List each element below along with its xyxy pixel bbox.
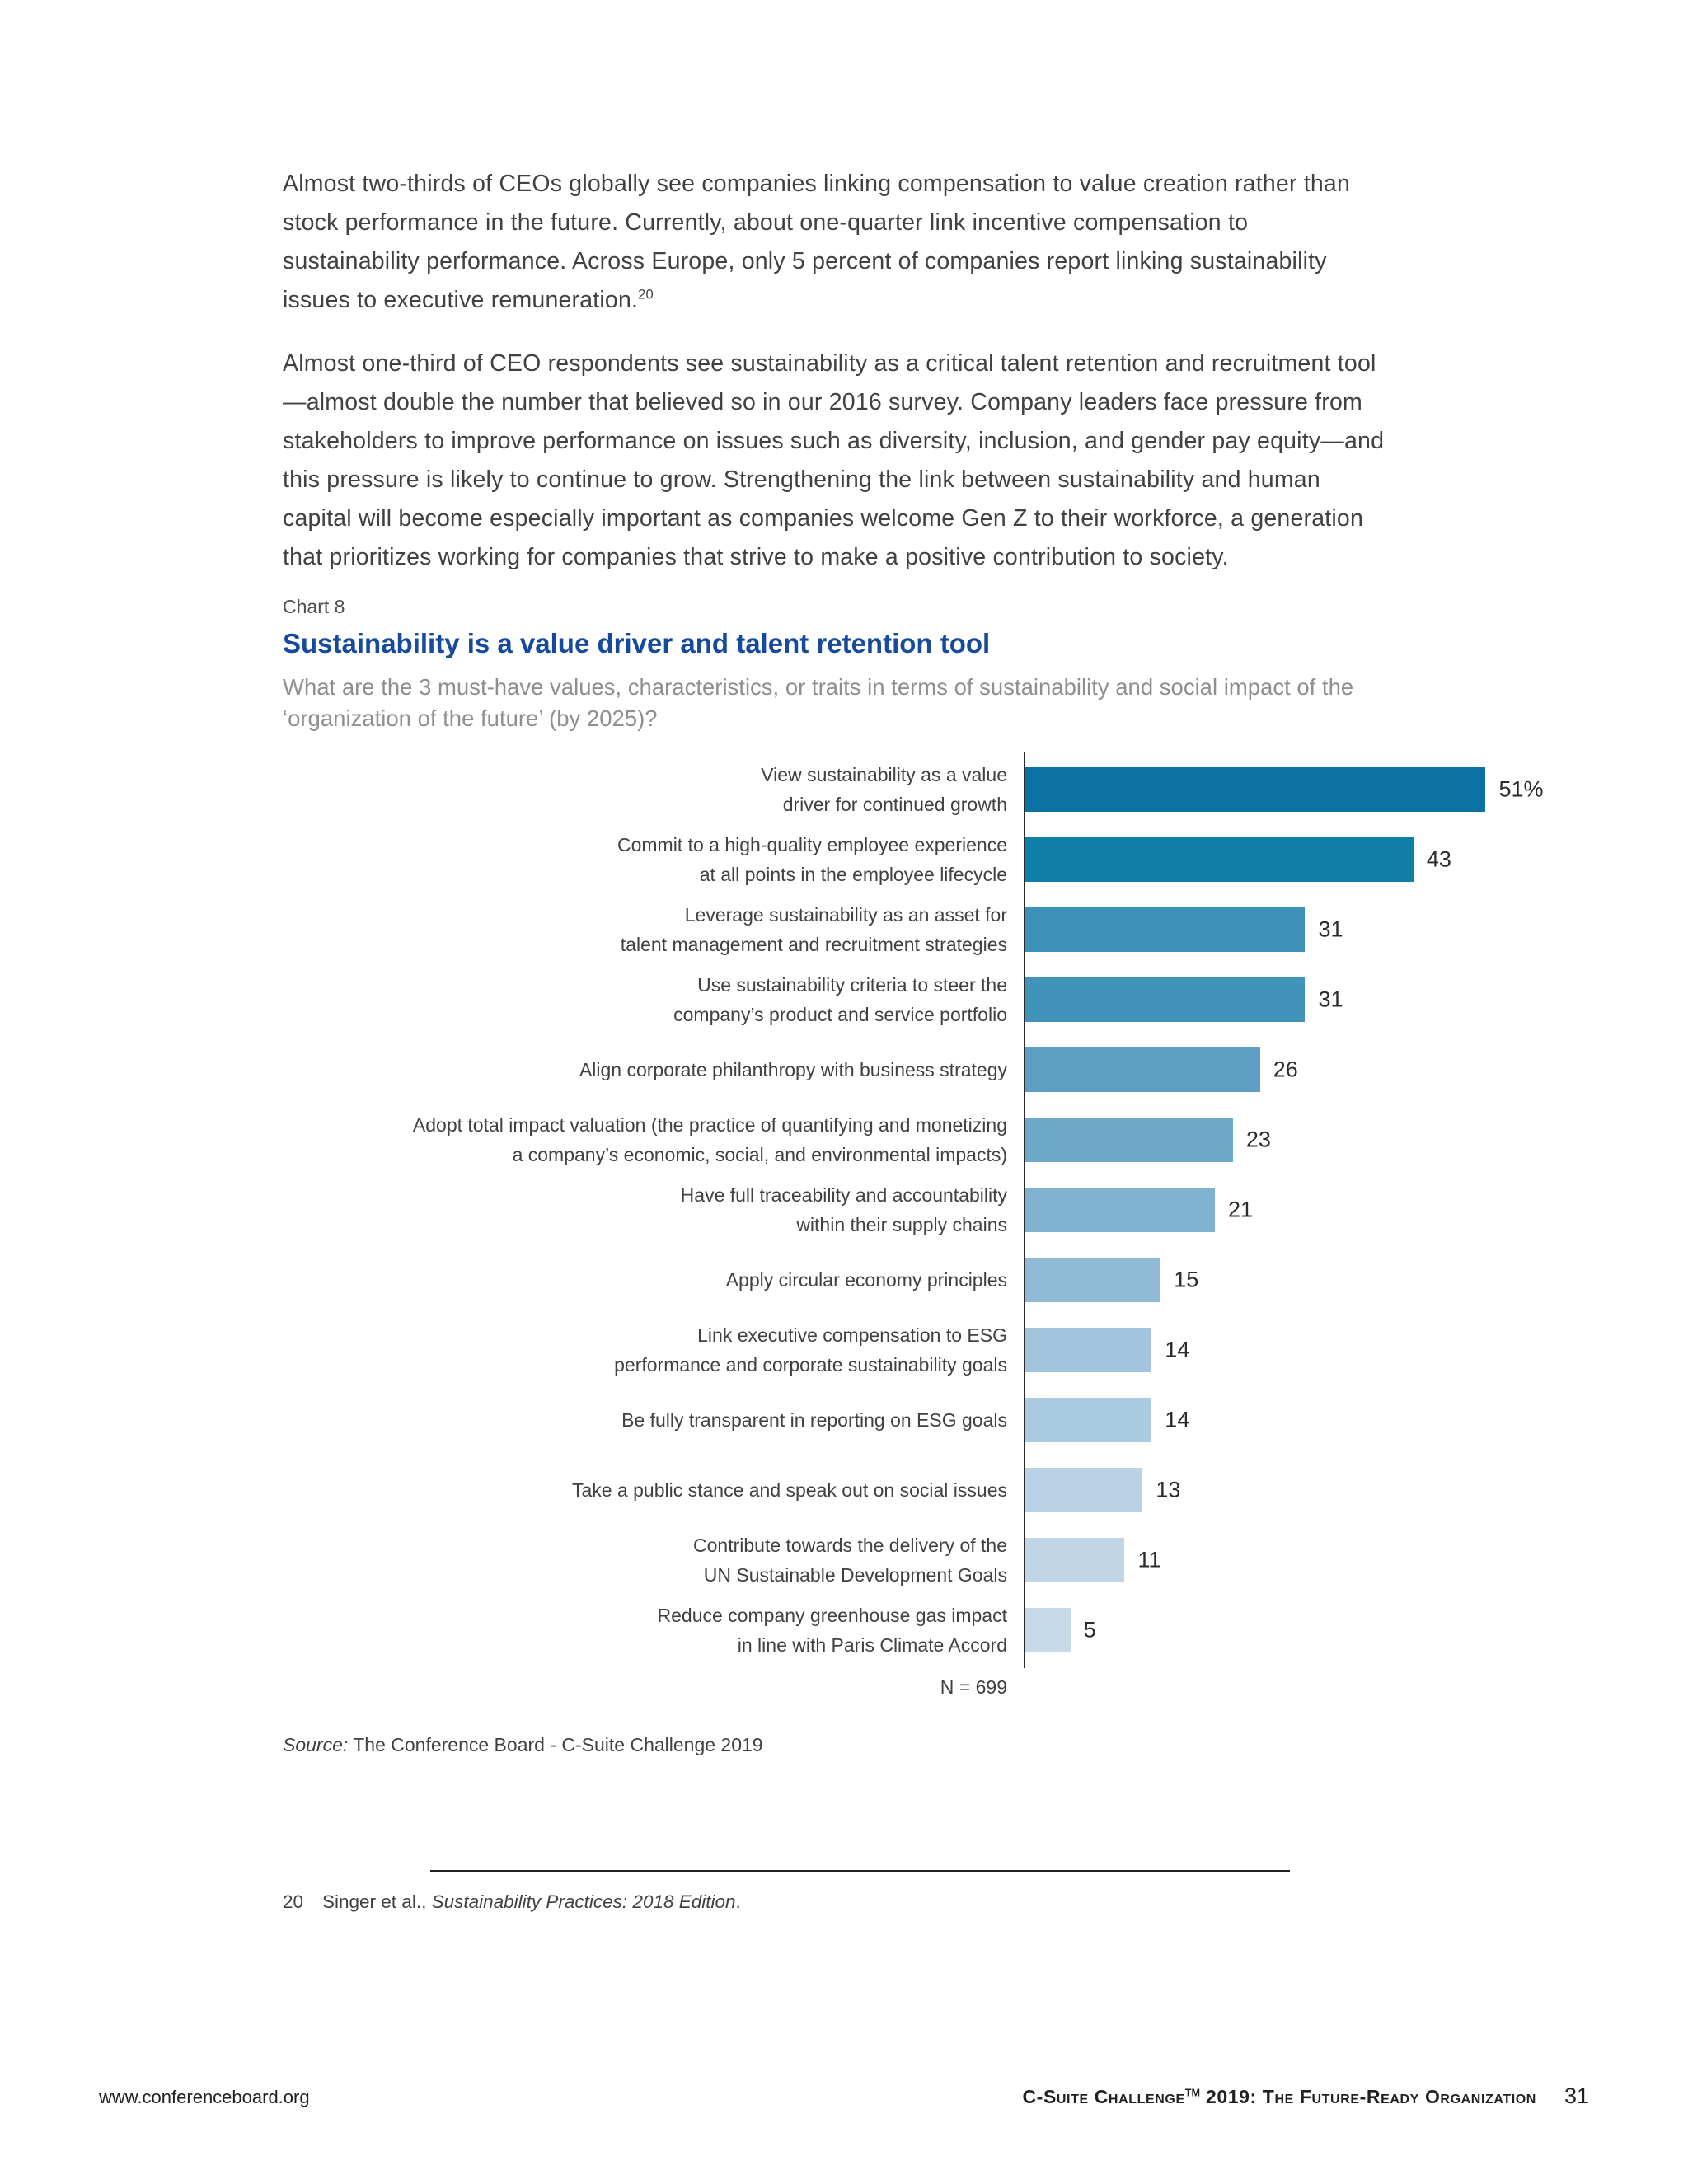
category-label bbox=[283, 1475, 1024, 1505]
category-label bbox=[283, 1180, 1024, 1240]
chart-row bbox=[283, 894, 1601, 964]
bar bbox=[1025, 767, 1485, 812]
bar-track bbox=[1024, 964, 1601, 1034]
category-label bbox=[283, 1405, 1024, 1435]
category-label-line: Link executive compensation to ESG bbox=[697, 1324, 1007, 1346]
bar-track bbox=[1024, 824, 1601, 894]
category-label bbox=[283, 1110, 1024, 1169]
category-label bbox=[283, 1265, 1024, 1295]
value-label: 13 bbox=[1156, 1477, 1181, 1502]
category-label-line: Adopt total impact valuation (the practice of quantifying and monetizing bbox=[412, 1113, 1007, 1136]
chart-row bbox=[283, 754, 1601, 824]
value-label: 14 bbox=[1165, 1407, 1190, 1432]
footer-website-link[interactable]: www.conferenceboard.org bbox=[99, 2087, 310, 2107]
source-label: Source: bbox=[283, 1734, 349, 1755]
bar-track bbox=[1024, 1385, 1601, 1455]
bar-track bbox=[1024, 754, 1601, 824]
chart-row bbox=[283, 1315, 1601, 1385]
footnote-text bbox=[322, 1890, 741, 1915]
sample-size-label: N = 699 bbox=[940, 1676, 1007, 1698]
category-label-line: talent management and recruitment strategies bbox=[620, 933, 1007, 955]
value-label: 5 bbox=[1083, 1617, 1096, 1642]
footnote-text-plain: Singer et al., bbox=[322, 1891, 432, 1912]
bar bbox=[1025, 1047, 1260, 1092]
chart-row bbox=[283, 1595, 1601, 1665]
chart-subtitle: What are the 3 must-have values, characteristics, or traits in terms of sustainability and social impact of the ‘organization of the future’ (by 2025)? bbox=[283, 674, 1354, 731]
bar bbox=[1025, 1468, 1142, 1512]
bar bbox=[1025, 977, 1305, 1022]
footer-title-suffix: 2019: The Future-Ready Organization bbox=[1200, 2086, 1536, 2107]
footer-right bbox=[1022, 2083, 1589, 2109]
chart-title: Sustainability is a value driver and talent retention tool bbox=[283, 628, 991, 658]
footnote-cited-title: Sustainability Practices: 2018 Edition bbox=[431, 1891, 736, 1912]
category-label-line: UN Sustainable Development Goals bbox=[703, 1563, 1007, 1586]
bar-track bbox=[1024, 894, 1601, 964]
chart-row bbox=[283, 1174, 1601, 1244]
category-label bbox=[283, 1320, 1024, 1380]
value-label: 21 bbox=[1227, 1197, 1253, 1221]
category-label bbox=[283, 1530, 1024, 1590]
bar-track bbox=[1024, 1525, 1601, 1595]
chart-row bbox=[283, 1244, 1601, 1315]
category-label-line: Use sustainability criteria to steer the bbox=[697, 973, 1007, 996]
category-label-line: a company’s economic, social, and environmental impacts) bbox=[512, 1143, 1007, 1165]
category-label bbox=[283, 830, 1024, 889]
source-text: The Conference Board - C-Suite Challenge 2019 bbox=[348, 1734, 763, 1755]
page-content bbox=[283, 0, 1544, 1915]
bar bbox=[1025, 1398, 1151, 1442]
footer-title-prefix: C-Suite Challenge bbox=[1022, 2086, 1185, 2107]
chart-row bbox=[283, 824, 1601, 894]
category-label-line: Reduce company greenhouse gas impact bbox=[657, 1604, 1007, 1626]
category-label-line: at all points in the employee lifecycle bbox=[699, 863, 1007, 885]
category-label bbox=[283, 1055, 1024, 1085]
chart-row bbox=[283, 1455, 1601, 1525]
bar bbox=[1025, 1258, 1160, 1302]
category-label-line: Commit to a high-quality employee experience bbox=[617, 833, 1007, 855]
value-label: 26 bbox=[1273, 1057, 1298, 1081]
page-footer bbox=[99, 2083, 1589, 2109]
bar bbox=[1025, 1188, 1215, 1232]
chart-source bbox=[283, 1733, 1437, 1756]
body-paragraph-1 bbox=[283, 165, 1391, 320]
chart-number-label: Chart 8 bbox=[283, 596, 345, 617]
value-label: 43 bbox=[1426, 846, 1451, 871]
category-label-line: Leverage sustainability as an asset for bbox=[684, 903, 1007, 926]
category-label-line: Apply circular economy principles bbox=[725, 1268, 1007, 1291]
footnote-number: 20 bbox=[283, 1891, 304, 1912]
value-label: 31 bbox=[1318, 916, 1343, 941]
category-label-line: within their supply chains bbox=[796, 1213, 1007, 1235]
bar-track bbox=[1024, 1034, 1601, 1104]
page-number: 31 bbox=[1564, 2083, 1589, 2108]
category-label-line: Have full traceability and accountability bbox=[680, 1183, 1007, 1206]
category-label bbox=[283, 760, 1024, 819]
bar-track bbox=[1024, 1244, 1601, 1315]
report-title-footer bbox=[1022, 2086, 1536, 2108]
bar-track bbox=[1024, 1595, 1601, 1665]
bar bbox=[1025, 907, 1305, 952]
footnote bbox=[283, 1890, 1437, 1915]
chart-row bbox=[283, 1385, 1601, 1455]
chart-row bbox=[283, 1104, 1601, 1174]
category-label-line: Take a public stance and speak out on social issues bbox=[571, 1479, 1007, 1501]
bar bbox=[1025, 1608, 1071, 1652]
category-label bbox=[283, 970, 1024, 1029]
chart-row bbox=[283, 1525, 1601, 1595]
bar-track bbox=[1024, 1315, 1601, 1385]
footnote-text-end: . bbox=[735, 1891, 741, 1912]
chart-row bbox=[283, 1034, 1601, 1104]
category-label bbox=[283, 1601, 1024, 1660]
bar-chart bbox=[283, 754, 1601, 1665]
paragraph-text: Almost two-thirds of CEOs globally see companies linking compensation to value creation rather than stock performance in the future. Currently, about one-quarter link incentive compensation to sustainability performance. Across Europe, only 5 percent of companies report linking sustainability issues to executive remuneration. bbox=[283, 171, 1351, 313]
category-label-line: Be fully transparent in reporting on ESG goals bbox=[621, 1408, 1007, 1431]
category-label-line: driver for continued growth bbox=[782, 793, 1007, 815]
category-label-line: performance and corporate sustainability goals bbox=[614, 1353, 1007, 1376]
bar-track bbox=[1024, 1104, 1601, 1174]
value-label: 51% bbox=[1498, 776, 1544, 801]
footnote-divider bbox=[430, 1870, 1290, 1872]
value-label: 31 bbox=[1318, 987, 1343, 1011]
category-label bbox=[283, 900, 1024, 959]
bar-track bbox=[1024, 1174, 1601, 1244]
value-label: 23 bbox=[1245, 1127, 1271, 1151]
category-label-line: View sustainability as a value bbox=[761, 763, 1007, 785]
category-label-line: Contribute towards the delivery of the bbox=[693, 1534, 1007, 1556]
value-label: 14 bbox=[1165, 1337, 1190, 1361]
trademark-symbol: TM bbox=[1184, 2087, 1200, 2099]
footnote-reference: 20 bbox=[638, 286, 654, 302]
body-paragraph-2: Almost one-third of CEO respondents see sustainability as a critical talent retention and recruitment tool—almost double the number that believed so in our 2016 survey. Company leaders face pressure from stakeholders to improve performance on issues such as diversity, inclusion, and gender pay equity—and this pressure is likely to continue to grow. Strengthening the link between sustainability and human capital will become especially important as companies welcome Gen Z to their workforce, a generation that prioritizes working for companies that strive to make a positive contribution to society. bbox=[283, 350, 1385, 570]
category-label-line: Align corporate philanthropy with business strategy bbox=[579, 1058, 1007, 1080]
bar bbox=[1025, 1538, 1124, 1582]
category-label-line: in line with Paris Climate Accord bbox=[737, 1633, 1007, 1656]
value-label: 11 bbox=[1137, 1547, 1161, 1572]
bar bbox=[1025, 1328, 1151, 1372]
category-label-line: company’s product and service portfolio bbox=[673, 1003, 1007, 1025]
value-label: 15 bbox=[1174, 1267, 1199, 1291]
bar bbox=[1025, 1118, 1233, 1162]
chart-row bbox=[283, 964, 1601, 1034]
bar bbox=[1025, 837, 1414, 882]
bar-track bbox=[1024, 1455, 1601, 1525]
